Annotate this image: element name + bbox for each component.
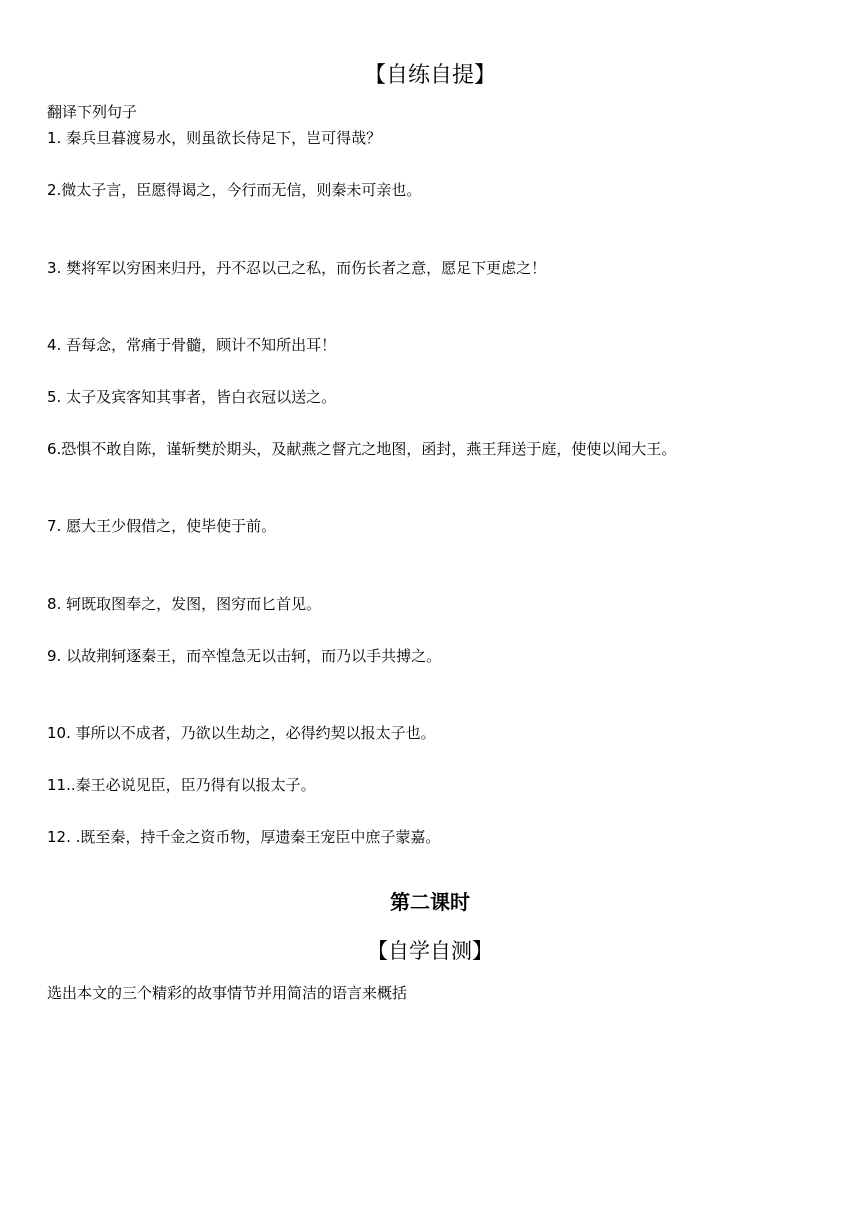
sentence-item-10: 10. 事所以不成者，乃欲以生劫之，必得约契以报太子也。: [47, 724, 436, 742]
sentence-item-1: 1. 秦兵旦暮渡易水，则虽欲长侍足下，岂可得哉？: [47, 129, 382, 147]
self-test-instruction: 选出本文的三个精彩的故事情节并用简洁的语言来概括: [47, 984, 408, 1002]
sentence-item-2: 2.微太子言，臣愿得谒之，今行而无信，则秦未可亲也。: [47, 181, 422, 199]
sentence-item-11: 11..秦王必说见臣，臣乃得有以报太子。: [47, 776, 316, 794]
sentence-item-3: 3. 樊将军以穷困来归丹，丹不忍以己之私，而伤长者之意，愿足下更虑之！: [47, 259, 547, 277]
section-heading-practice: 【自练自提】: [363, 63, 496, 88]
sentence-item-5: 5. 太子及宾客知其事者，皆白衣冠以送之。: [47, 388, 337, 406]
sentence-item-6: 6.恐惧不敢自陈，谨斩樊於期头，及献燕之督亢之地图，函封，燕王拜送于庭，使使以闻大王。: [47, 440, 677, 458]
lesson-title: 第二课时: [390, 890, 470, 914]
sentence-item-9: 9. 以故荆轲逐秦王，而卒惶急无以击轲，而乃以手共搏之。: [47, 647, 442, 665]
instruction-text: 翻译下列句子: [47, 103, 138, 121]
sentence-item-12: 12. .既至秦，持千金之资币物，厚遗秦王宠臣中庶子蒙嘉。: [47, 828, 441, 846]
sentence-item-4: 4. 吾每念，常痛于骨髓，顾计不知所出耳！: [47, 336, 337, 354]
sentence-item-8: 8. 轲既取图奉之，发图，图穷而匕首见。: [47, 595, 322, 613]
sentence-item-7: 7. 愿大王少假借之，使毕使于前。: [47, 517, 277, 535]
section-heading-self-test: 【自学自测】: [367, 939, 493, 963]
